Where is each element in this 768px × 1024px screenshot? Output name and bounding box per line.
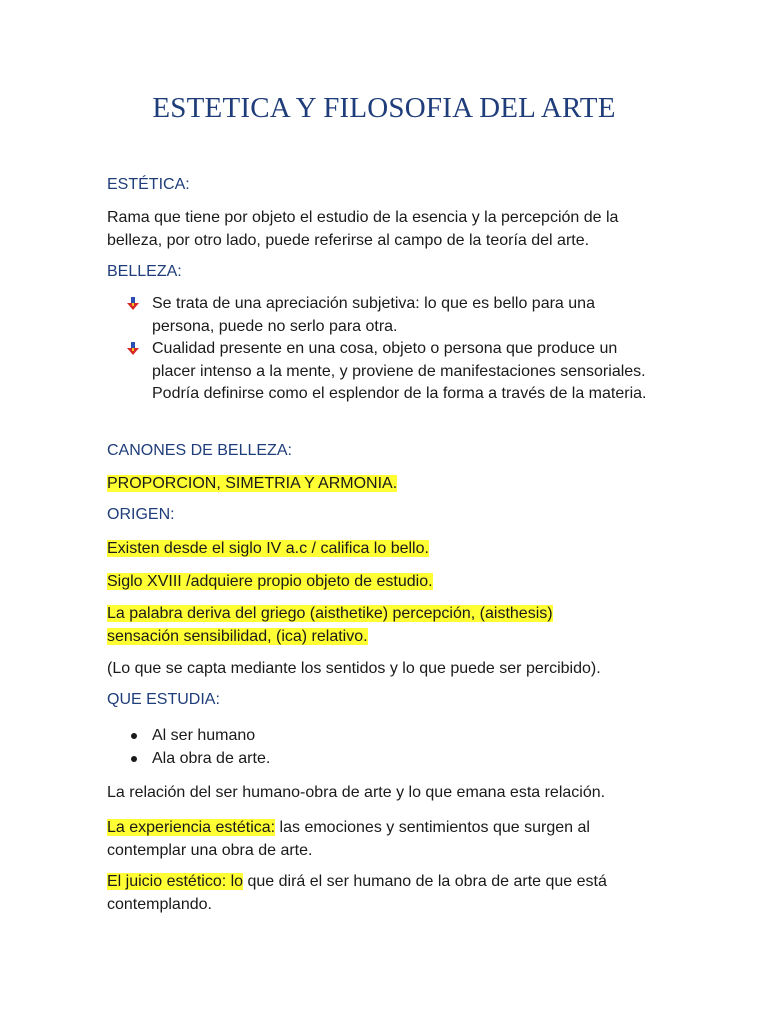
document-title: ESTETICA Y FILOSOFIA DEL ARTE (152, 92, 616, 124)
que-estudia-item-1: Al ser humano (152, 727, 256, 744)
belleza-item-2: Cualidad presente en una cosa, objeto o persona que produce un placer intenso a la mente, y proviene de manifestaciones sensoriales. Podría definirse como el esplendor de la forma a través de la materia. (152, 340, 647, 402)
dot-bullet-icon (131, 733, 137, 739)
belleza-item-1: Se trata de una apreciación subjetiva: lo que es bello para una persona, puede no serlo para otra. (152, 295, 595, 335)
highlighted-text: Existen desde el siglo IV a.c / califica lo bello. (107, 540, 429, 557)
paragraph-estetica: Rama que tiene por objeto el estudio de la esencia y la percepción de la belleza, por otro lado, puede referirse al campo de la teoría del arte. (107, 209, 619, 249)
experiencia-text: las emociones y sentimientos que surgen al contemplar una obra de arte. (107, 819, 590, 859)
arrow-bullet-icon (127, 297, 139, 311)
highlighted-term: La experiencia estética: (107, 819, 276, 836)
que-estudia-list (127, 724, 647, 770)
dot-bullet-icon (131, 756, 137, 762)
highlighted-term: El juicio estético: lo (107, 873, 244, 890)
juicio-text: que dirá el ser humano de la obra de arte que está contemplando. (107, 873, 607, 913)
que-estudia-item-2: Ala obra de arte. (152, 750, 271, 767)
highlighted-text: sensación sensibilidad, (ica) relativo. (107, 628, 368, 645)
paragraph-canones (107, 472, 667, 495)
highlighted-text: PROPORCION, SIMETRIA Y ARMONIA. (107, 475, 398, 492)
belleza-list (127, 293, 647, 406)
paragraph-origen-2 (107, 570, 667, 593)
arrow-bullet-icon (127, 342, 139, 356)
paragraph-juicio (107, 870, 667, 916)
list-item (127, 293, 647, 338)
highlighted-text: La palabra deriva del griego (aisthetike) percepción, (aisthesis) (107, 605, 553, 622)
paragraph-origen-4: (Lo que se capta mediante los sentidos y lo que puede ser percibido). (107, 660, 601, 677)
list-item (127, 747, 647, 770)
heading-canones: CANONES DE BELLEZA: (107, 442, 292, 459)
list-item (127, 338, 647, 406)
paragraph-origen-3 (107, 602, 667, 648)
list-item (127, 724, 647, 747)
heading-que-estudia: QUE ESTUDIA: (107, 691, 220, 708)
paragraph-experiencia (107, 816, 667, 862)
paragraph-relacion: La relación del ser humano-obra de arte y lo que emana esta relación. (107, 784, 606, 801)
heading-estetica: ESTÉTICA: (107, 176, 190, 193)
paragraph-origen-1 (107, 537, 667, 560)
heading-origen: ORIGEN: (107, 506, 175, 523)
highlighted-text: Siglo XVIII /adquiere propio objeto de estudio. (107, 573, 433, 590)
heading-belleza: BELLEZA: (107, 263, 182, 280)
